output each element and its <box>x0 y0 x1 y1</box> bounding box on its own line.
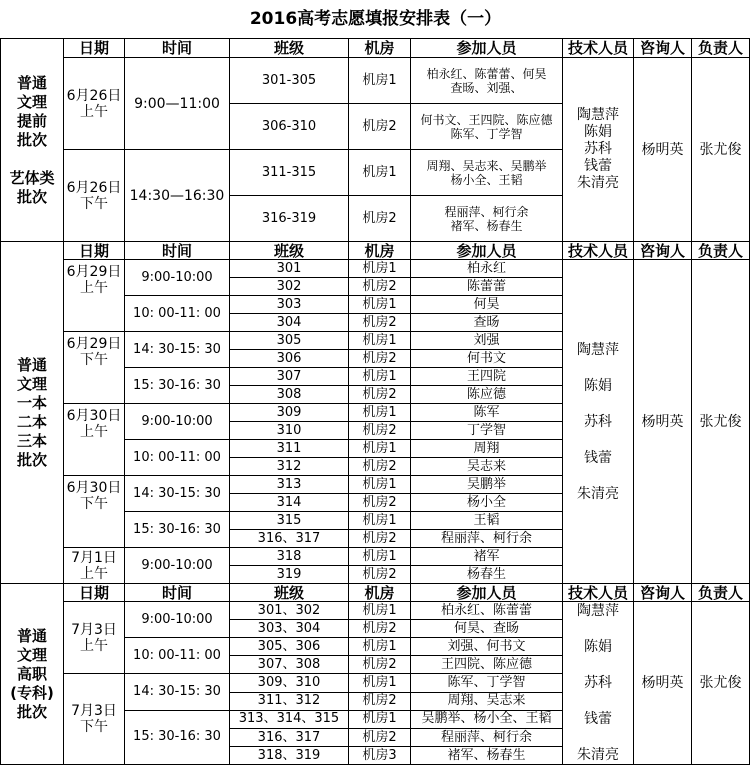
room-cell: 机房1 <box>349 710 411 728</box>
class-cell: 316、317 <box>230 530 349 548</box>
header-class: 班级 <box>230 39 349 58</box>
people-cell: 柏永红、陈蕾蕾 <box>411 602 563 620</box>
class-cell: 315 <box>230 512 349 530</box>
header-class: 班级 <box>230 242 349 260</box>
room-cell: 机房2 <box>349 620 411 638</box>
header-tech: 技术人员 <box>563 242 634 260</box>
room-cell: 机房1 <box>349 548 411 566</box>
room-cell: 机房2 <box>349 494 411 512</box>
header-resp: 负责人 <box>692 242 750 260</box>
time-cell: 9:00-10:00 <box>125 602 230 638</box>
time-cell: 15: 30-16: 30 <box>125 512 230 548</box>
room-cell: 机房1 <box>349 602 411 620</box>
room-cell: 机房2 <box>349 530 411 548</box>
time-cell: 9:00—11:00 <box>125 58 230 150</box>
room-cell: 机房2 <box>349 278 411 296</box>
class-cell: 307 <box>230 368 349 386</box>
class-cell: 301、302 <box>230 602 349 620</box>
room-cell: 机房2 <box>349 566 411 584</box>
header-people: 参加人员 <box>411 39 563 58</box>
date-cell: 6月30日 上午 <box>64 404 125 476</box>
people-cell: 周翔、吴志来 <box>411 692 563 710</box>
class-cell: 303 <box>230 296 349 314</box>
header-people: 参加人员 <box>411 242 563 260</box>
header-row <box>1 39 750 58</box>
category-cell: 普通 文理 提前 批次 艺体类 批次 <box>1 39 64 242</box>
class-cell: 309 <box>230 404 349 422</box>
people-cell: 何昊、查旸 <box>411 620 563 638</box>
people-cell: 陈蕾蕾 <box>411 278 563 296</box>
class-cell: 306 <box>230 350 349 368</box>
class-cell: 316、317 <box>230 729 349 747</box>
class-cell: 313、314、315 <box>230 710 349 728</box>
header-people: 参加人员 <box>411 584 563 602</box>
people-cell: 柏永红 <box>411 260 563 278</box>
header-room: 机房 <box>349 39 411 58</box>
class-cell: 311 <box>230 440 349 458</box>
room-cell: 机房2 <box>349 692 411 710</box>
room-cell: 机房1 <box>349 332 411 350</box>
class-cell: 307、308 <box>230 656 349 674</box>
header-consult: 咨询人 <box>634 242 692 260</box>
people-cell: 何书文、王四院、陈应德 陈军、丁学智 <box>411 104 563 150</box>
header-tech: 技术人员 <box>563 584 634 602</box>
room-cell: 机房2 <box>349 350 411 368</box>
category-cell: 普通 文理 一本 二本 三本 批次 <box>1 242 64 584</box>
time-cell: 10: 00-11: 00 <box>125 296 230 332</box>
room-cell: 机房1 <box>349 440 411 458</box>
class-cell: 303、304 <box>230 620 349 638</box>
header-row <box>1 584 750 602</box>
people-cell: 周翔 <box>411 440 563 458</box>
time-cell: 10: 00-11: 00 <box>125 638 230 674</box>
time-cell: 14: 30-15: 30 <box>125 332 230 368</box>
people-cell: 何书文 <box>411 350 563 368</box>
people-cell: 杨小全 <box>411 494 563 512</box>
header-date: 日期 <box>64 242 125 260</box>
room-cell: 机房2 <box>349 458 411 476</box>
class-cell: 306-310 <box>230 104 349 150</box>
header-room: 机房 <box>349 584 411 602</box>
time-cell: 15: 30-16: 30 <box>125 710 230 764</box>
time-cell: 14:30—16:30 <box>125 150 230 242</box>
header-time: 时间 <box>125 242 230 260</box>
room-cell: 机房2 <box>349 314 411 332</box>
date-cell: 6月29日 上午 <box>64 260 125 332</box>
people-cell: 王韬 <box>411 512 563 530</box>
people-cell: 刘强 <box>411 332 563 350</box>
room-cell: 机房1 <box>349 260 411 278</box>
room-cell: 机房2 <box>349 656 411 674</box>
people-cell: 程丽萍、柯行余 <box>411 530 563 548</box>
room-cell: 机房1 <box>349 638 411 656</box>
people-cell: 褚军 <box>411 548 563 566</box>
class-cell: 319 <box>230 566 349 584</box>
class-cell: 305、306 <box>230 638 349 656</box>
people-cell: 杨春生 <box>411 566 563 584</box>
consult-cell: 杨明英 <box>634 260 692 584</box>
table-row <box>1 58 750 104</box>
class-cell: 313 <box>230 476 349 494</box>
class-cell: 316-319 <box>230 196 349 242</box>
people-cell: 吴鹏举、杨小全、王韬 <box>411 710 563 728</box>
people-cell: 吴鹏举 <box>411 476 563 494</box>
header-date: 日期 <box>64 584 125 602</box>
resp-cell: 张尤俊 <box>692 260 750 584</box>
class-cell: 308 <box>230 386 349 404</box>
room-cell: 机房2 <box>349 422 411 440</box>
class-cell: 318、319 <box>230 747 349 765</box>
tech-cell: 陶慧萍 陈娟 苏科 钱蕾 朱清亮 <box>563 602 634 765</box>
time-cell: 14: 30-15: 30 <box>125 674 230 710</box>
people-cell: 何昊 <box>411 296 563 314</box>
room-cell: 机房1 <box>349 512 411 530</box>
header-row <box>1 242 750 260</box>
date-cell: 6月29日 下午 <box>64 332 125 404</box>
header-consult: 咨询人 <box>634 584 692 602</box>
date-cell: 7月3日 下午 <box>64 674 125 765</box>
people-cell: 陈应德 <box>411 386 563 404</box>
room-cell: 机房3 <box>349 747 411 765</box>
date-cell: 6月26日 下午 <box>64 150 125 242</box>
header-resp: 负责人 <box>692 39 750 58</box>
people-cell: 吴志来 <box>411 458 563 476</box>
people-cell: 刘强、何书文 <box>411 638 563 656</box>
class-cell: 310 <box>230 422 349 440</box>
header-time: 时间 <box>125 39 230 58</box>
room-cell: 机房1 <box>349 368 411 386</box>
table-row <box>1 602 750 620</box>
class-cell: 314 <box>230 494 349 512</box>
room-cell: 机房1 <box>349 476 411 494</box>
tech-cell: 陶慧萍 陈娟 苏科 钱蕾 朱清亮 <box>563 260 634 584</box>
class-cell: 304 <box>230 314 349 332</box>
time-cell: 15: 30-16: 30 <box>125 368 230 404</box>
people-cell: 王四院 <box>411 368 563 386</box>
room-cell: 机房2 <box>349 386 411 404</box>
people-cell: 陈军 <box>411 404 563 422</box>
resp-cell: 张尤俊 <box>692 58 750 242</box>
class-cell: 301 <box>230 260 349 278</box>
tech-cell: 陶慧萍 陈娟 苏科 钱蕾 朱清亮 <box>563 58 634 242</box>
people-cell: 柏永红、陈蕾蕾、何昊 查旸、刘强、 <box>411 58 563 104</box>
schedule-table <box>0 38 750 765</box>
header-time: 时间 <box>125 584 230 602</box>
date-cell: 7月3日 上午 <box>64 602 125 674</box>
header-consult: 咨询人 <box>634 39 692 58</box>
page-title: 2016高考志愿填报安排表（一） <box>249 9 502 29</box>
people-cell: 丁学智 <box>411 422 563 440</box>
room-cell: 机房2 <box>349 729 411 747</box>
header-tech: 技术人员 <box>563 39 634 58</box>
class-cell: 309、310 <box>230 674 349 692</box>
room-cell: 机房1 <box>349 58 411 104</box>
room-cell: 机房1 <box>349 150 411 196</box>
date-cell: 7月1日 上午 <box>64 548 125 584</box>
header-date: 日期 <box>64 39 125 58</box>
people-cell: 程丽萍、柯行余 <box>411 729 563 747</box>
people-cell: 周翔、吴志来、吴鹏举 杨小全、王韬 <box>411 150 563 196</box>
class-cell: 301-305 <box>230 58 349 104</box>
room-cell: 机房1 <box>349 296 411 314</box>
class-cell: 311、312 <box>230 692 349 710</box>
people-cell: 程丽萍、柯行余 褚军、杨春生 <box>411 196 563 242</box>
table-row <box>1 260 750 278</box>
class-cell: 302 <box>230 278 349 296</box>
class-cell: 318 <box>230 548 349 566</box>
room-cell: 机房2 <box>349 104 411 150</box>
consult-cell: 杨明英 <box>634 602 692 765</box>
time-cell: 9:00-10:00 <box>125 404 230 440</box>
people-cell: 褚军、杨春生 <box>411 747 563 765</box>
category-cell: 普通 文理 高职 (专科) 批次 <box>1 584 64 765</box>
class-cell: 305 <box>230 332 349 350</box>
time-cell: 10: 00-11: 00 <box>125 440 230 476</box>
consult-cell: 杨明英 <box>634 58 692 242</box>
time-cell: 9:00-10:00 <box>125 548 230 584</box>
date-cell: 6月30日 下午 <box>64 476 125 548</box>
class-cell: 311-315 <box>230 150 349 196</box>
people-cell: 查旸 <box>411 314 563 332</box>
room-cell: 机房1 <box>349 674 411 692</box>
people-cell: 王四院、陈应德 <box>411 656 563 674</box>
time-cell: 9:00-10:00 <box>125 260 230 296</box>
resp-cell: 张尤俊 <box>692 602 750 765</box>
header-resp: 负责人 <box>692 584 750 602</box>
time-cell: 14: 30-15: 30 <box>125 476 230 512</box>
room-cell: 机房2 <box>349 196 411 242</box>
room-cell: 机房1 <box>349 404 411 422</box>
header-class: 班级 <box>230 584 349 602</box>
people-cell: 陈军、丁学智 <box>411 674 563 692</box>
date-cell: 6月26日 上午 <box>64 58 125 150</box>
header-room: 机房 <box>349 242 411 260</box>
class-cell: 312 <box>230 458 349 476</box>
